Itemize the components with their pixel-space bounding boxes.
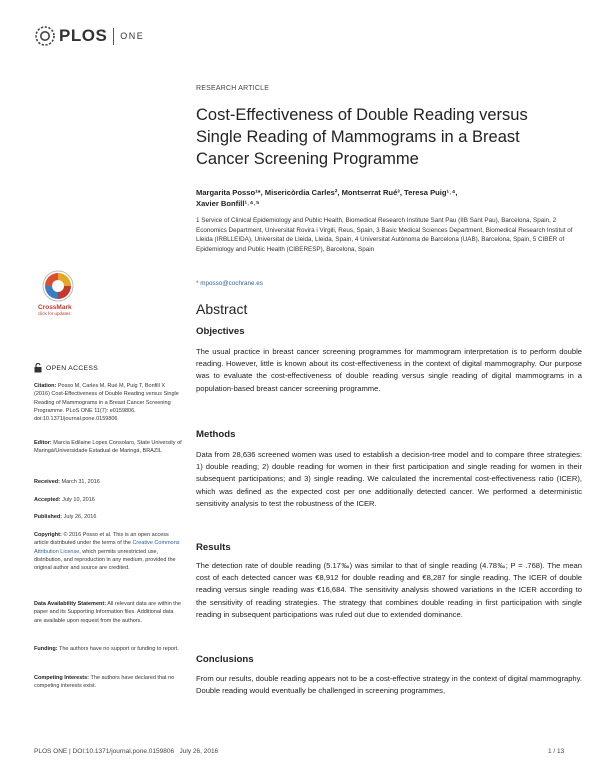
accepted-text: July 10, 2016: [62, 497, 95, 503]
crossmark-label: CrossMark: [38, 304, 72, 311]
logo-text: PLOS: [59, 26, 108, 45]
footer-citation: PLOS ONE | DOI:10.1371/journal.pone.0159806 July 26, 2016: [34, 748, 219, 755]
section-heading-objectives: Objectives: [196, 326, 245, 337]
section-heading-results: Results: [196, 542, 231, 553]
section-text-results: The detection rate of double reading (5.17‰) was similar to that of single reading (4.78‰; P = .768). The mean cost of each detected cancer was €8,912 for double reading and €8,287 for single reading. The ICER of double reading versus single reading was €16,684. The sensitivity analysis showed variations in the ICER according to the sensitivity of reading strategies. The strategy that combines double reading in first participation with single reading in subsequent participations was ruled out due to extended dominance.: [196, 561, 582, 619]
copyright-text-1: © 2016 Posso et al. This is an open access article distributed under the terms of the: [34, 532, 169, 547]
journal-name: ONE: [120, 31, 145, 41]
data-availability-text: All relevant data are within the paper and its Supporting Information files. Additional data are available upon request from the authors.: [34, 601, 181, 624]
section-heading-methods: Methods: [196, 429, 236, 440]
published-text: July 26, 2016: [63, 514, 97, 520]
competing-interests-label: Competing Interests:: [34, 675, 90, 681]
citation-label: Citation:: [34, 383, 57, 389]
authors-line-1: Margarita Posso¹*, Misericòrdia Carles², Montserrat Rué³, Teresa Puig¹˒⁴,: [196, 188, 458, 197]
affiliations: 1 Service of Clinical Epidemiology and Public Health, Biomedical Research Institute Sant Pau (IIB Sant Pau), Barcelona, Spain, 2 Economics Department, Universitat Rovira i Virgili, Reus, Spain, 3 Basic Medical Sciences Department, Biomedical Research Institut of Lleida (IRBLLEIDA), Universitat de Lleida, Lleida, Spain, 4 Universitat Autònoma de Barcelona (UAB), Barcelona, Spain, 5 CIBER of Epidemiology and Public Health (CIBERESP), Barcelona, Spain: [196, 217, 573, 254]
copyright-block: [34, 531, 182, 572]
authors: [196, 187, 576, 209]
editor-label: Editor:: [34, 440, 52, 446]
logo-divider: [113, 28, 114, 45]
corresponding-email[interactable]: * mposso@cochrane.es: [196, 280, 263, 287]
abstract-heading: Abstract: [196, 301, 248, 317]
funding-block: [34, 645, 182, 653]
funding-label: Funding:: [34, 646, 58, 652]
citation-text: Posso M, Carles M, Rué M, Puig T, Bonfill X (2016) Cost-Effectiveness of Double Reading versus Single Reading of Mammograms in a Breast Cancer Screening Programme. PLoS ONE 11(7): e0159806. doi:10.1371/journal.pone.0159806: [34, 383, 179, 423]
published-block: [34, 513, 182, 521]
open-lock-icon: [34, 363, 42, 373]
data-availability-block: [34, 600, 182, 625]
copyright-text-2: , which permits unrestricted use, distribution, and reproduction in any medium, provided the original author and source are credited.: [34, 548, 176, 572]
crossmark-sublabel: click for updates: [38, 311, 71, 316]
data-availability-label: Data Availability Statement:: [34, 601, 107, 607]
page-number: 1 / 13: [548, 748, 565, 755]
section-heading-conclusions: Conclusions: [196, 654, 254, 665]
section-text-methods: Data from 28,636 screened women was used to establish a decision-tree model and to compare three strategies: 1) double reading; 2) double reading for women in their first participation and single reading for women in their subsequent participations; and 3) single reading. We calculated the incremental cost-effectiveness ratio (ICER), which was defined as the expected cost per one additionally detected cancer. We performed a deterministic sensitivity analysis to test the robustness of the ICER.: [196, 450, 582, 508]
plos-logo[interactable]: [34, 25, 144, 47]
authors-line-2: Xavier Bonfill¹˒⁴˒⁵: [196, 199, 260, 208]
accepted-block: [34, 496, 182, 504]
received-label: Received:: [34, 479, 60, 485]
citation-block: [34, 382, 182, 423]
competing-interests-block: [34, 674, 182, 691]
funding-text: The authors have no support or funding to report.: [58, 646, 179, 652]
section-text-conclusions: From our results, double reading appears not to be a cost-effective strategy in the context of digital mammography. Double reading would eventually be challenged in screening programmes,: [196, 674, 582, 696]
crossmark-badge[interactable]: [38, 270, 78, 316]
section-text-objectives: The usual practice in breast cancer screening programmes for mammogram interpretation is to perform double reading. However, little is known about its cost-effectiveness in the context of digital mammography. Our purpose was to evaluate the cost-effectiveness of double reading versus single reading of digital mammograms in a population-based breast cancer screening programme.: [196, 347, 582, 393]
article-title: Cost-Effectiveness of Double Reading versus Single Reading of Mammograms in a Breast Cancer Screening Programme: [196, 106, 528, 168]
received-text: March 31, 2016: [61, 479, 100, 485]
accepted-label: Accepted:: [34, 497, 61, 503]
plos-logo-icon: [34, 25, 56, 47]
received-block: [34, 478, 182, 486]
license-link[interactable]: Creative Commons Attribution License: [34, 540, 180, 555]
open-access: [34, 363, 98, 373]
open-access-label: OPEN ACCESS: [46, 364, 99, 372]
article-type: RESEARCH ARTICLE: [196, 85, 270, 92]
crossmark-icon: [42, 270, 74, 302]
editor-block: [34, 439, 182, 456]
editor-text: Marcia Edilaine Lopes Consolaro, State University of Maringá/Universidade Estadual de Maringá, BRAZIL: [34, 440, 182, 455]
competing-interests-text: The authors have declared that no competing interests exist.: [34, 675, 175, 690]
published-label: Published:: [34, 514, 63, 520]
copyright-label: Copyright:: [34, 532, 62, 538]
